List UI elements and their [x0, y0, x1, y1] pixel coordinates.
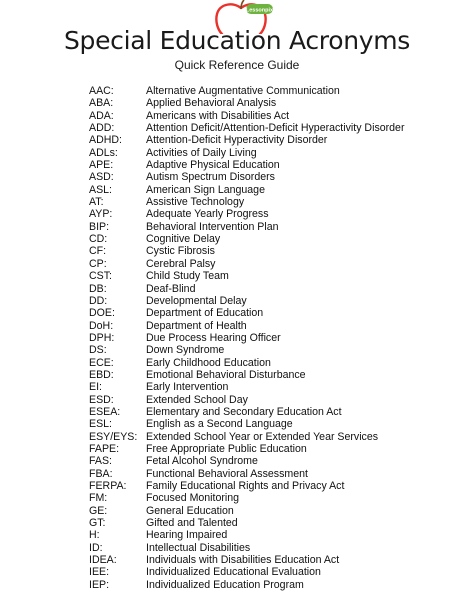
acronym-abbreviation: ABA:: [89, 97, 114, 110]
acronym-abbreviation: ECE:: [89, 356, 114, 369]
acronym-abbreviation: FAPE:: [89, 442, 120, 455]
acronym-row: [89, 295, 469, 307]
acronym-meaning: American Sign Language: [146, 183, 265, 196]
acronym-abbreviation: BIP:: [89, 220, 110, 233]
acronym-abbreviation: ASD:: [89, 171, 114, 184]
acronym-row: [89, 566, 469, 578]
acronym-abbreviation: ESY/EYS:: [89, 430, 138, 443]
acronym-abbreviation: DOE:: [89, 307, 115, 320]
acronym-meaning: Department of Education: [146, 307, 264, 320]
acronym-row: [89, 431, 469, 443]
acronym-row: [89, 233, 469, 245]
acronym-abbreviation: DoH:: [89, 319, 114, 332]
page-title: Special Education Acronyms: [63, 26, 411, 55]
acronym-abbreviation: FAS:: [89, 455, 112, 468]
acronym-row: [89, 283, 469, 295]
acronym-row: [89, 517, 469, 529]
acronym-meaning: Individuals with Disabilities Education Act: [146, 554, 340, 567]
acronym-abbreviation: CST:: [89, 270, 112, 283]
acronym-abbreviation: ESEA:: [89, 405, 121, 418]
acronym-meaning: Individualized Education Program: [146, 578, 304, 591]
acronym-meaning: Due Process Hearing Officer: [146, 331, 281, 344]
acronym-row: [89, 554, 469, 566]
acronym-abbreviation: DB:: [89, 282, 107, 295]
acronym-row: [89, 147, 469, 159]
acronym-meaning: Extended School Year or Extended Year Services: [146, 430, 379, 443]
acronym-row: [89, 418, 469, 430]
acronym-meaning: Deaf-Blind: [146, 282, 196, 295]
acronym-abbreviation: H:: [89, 529, 100, 542]
acronym-row: [89, 332, 469, 344]
acronym-meaning: General Education: [146, 504, 234, 517]
acronym-abbreviation: AT:: [89, 196, 104, 209]
acronym-meaning: Hearing Impaired: [146, 529, 228, 542]
acronym-meaning: Autism Spectrum Disorders: [146, 171, 275, 184]
acronym-meaning: Family Educational Rights and Privacy Act: [146, 480, 345, 492]
acronym-abbreviation: GE:: [89, 504, 108, 517]
acronym-row: [89, 221, 469, 233]
acronym-meaning: Down Syndrome: [146, 344, 225, 357]
acronym-row: [89, 468, 469, 480]
acronym-row: [89, 85, 469, 97]
acronym-row: [89, 492, 469, 504]
acronym-row: [89, 381, 469, 393]
acronym-meaning: Attention-Deficit Hyperactivity Disorder: [146, 134, 328, 147]
acronym-meaning: Extended School Day: [146, 393, 248, 406]
acronym-meaning: Functional Behavioral Assessment: [146, 467, 308, 480]
acronym-meaning: Individualized Educational Evaluation: [146, 566, 321, 579]
acronym-row: [89, 320, 469, 332]
acronym-abbreviation: FBA:: [89, 467, 113, 480]
acronym-meaning: Gifted and Talented: [146, 517, 238, 530]
acronym-meaning: Early Childhood Education: [146, 356, 271, 369]
acronym-row: [89, 110, 469, 122]
acronym-row: [89, 97, 469, 109]
acronym-abbreviation: ID:: [89, 541, 103, 554]
acronym-row: [89, 307, 469, 319]
acronym-abbreviation: ADD:: [89, 122, 115, 135]
acronym-abbreviation: ASL:: [89, 183, 112, 196]
acronym-abbreviation: AYP:: [89, 208, 113, 221]
acronym-meaning: Emotional Behavioral Disturbance: [146, 368, 306, 381]
acronym-row: [89, 134, 469, 146]
acronym-meaning: Attention Deficit/Attention-Deficit Hyperactivity Disorder: [146, 122, 405, 135]
acronym-row: [89, 122, 469, 134]
acronym-meaning: Adaptive Physical Education: [146, 159, 280, 172]
acronym-abbreviation: IEP:: [89, 578, 110, 591]
acronym-meaning: Early Intervention: [146, 381, 229, 394]
acronym-row: [89, 245, 469, 257]
acronym-row: [89, 455, 469, 467]
acronym-abbreviation: ESD:: [89, 393, 114, 406]
acronym-row: [89, 159, 469, 171]
acronym-meaning: Free Appropriate Public Education: [146, 442, 307, 455]
logo-wordmark: Lessonpix: [245, 7, 274, 14]
acronym-row: [89, 579, 469, 591]
acronym-abbreviation: EI:: [89, 381, 102, 394]
acronym-row: [89, 505, 469, 517]
acronym-abbreviation: ADHD:: [89, 134, 122, 147]
acronym-row: [89, 529, 469, 541]
acronym-abbreviation: ADLs:: [89, 146, 118, 159]
acronym-meaning: English as a Second Language: [146, 418, 293, 431]
acronym-abbreviation: FM:: [89, 492, 108, 505]
acronym-abbreviation: DPH:: [89, 331, 115, 344]
acronym-abbreviation: ESL:: [89, 418, 112, 431]
acronym-abbreviation: AAC:: [89, 85, 114, 97]
acronym-list: [89, 85, 469, 591]
acronym-row: [89, 196, 469, 208]
acronym-meaning: Elementary and Secondary Education Act: [146, 405, 342, 418]
acronym-meaning: Fetal Alcohol Syndrome: [146, 455, 258, 468]
acronym-row: [89, 406, 469, 418]
acronym-abbreviation: IEE:: [89, 566, 110, 579]
acronym-meaning: Cerebral Palsy: [146, 257, 216, 270]
acronym-abbreviation: FERPA:: [89, 480, 127, 492]
acronym-row: [89, 357, 469, 369]
acronym-meaning: Developmental Delay: [146, 294, 247, 307]
acronym-meaning: Focused Monitoring: [146, 492, 240, 505]
acronym-abbreviation: ADA:: [89, 109, 114, 122]
acronym-abbreviation: IDEA:: [89, 554, 117, 567]
acronym-row: [89, 184, 469, 196]
acronym-meaning: Assistive Technology: [146, 196, 245, 209]
acronym-meaning: Cystic Fibrosis: [146, 245, 215, 258]
acronym-meaning: Applied Behavioral Analysis: [146, 97, 277, 110]
acronym-row: [89, 258, 469, 270]
acronym-row: [89, 270, 469, 282]
acronym-row: [89, 344, 469, 356]
acronym-row: [89, 208, 469, 220]
acronym-meaning: Adequate Yearly Progress: [146, 208, 269, 221]
acronym-meaning: Activities of Daily Living: [146, 146, 257, 159]
acronym-abbreviation: EBD:: [89, 368, 114, 381]
page-subtitle: Quick Reference Guide: [174, 58, 300, 72]
acronym-abbreviation: CD:: [89, 233, 108, 246]
acronym-meaning: Department of Health: [146, 319, 247, 332]
acronym-row: [89, 542, 469, 554]
acronym-row: [89, 480, 469, 492]
acronym-abbreviation: CF:: [89, 245, 107, 258]
acronym-meaning: Child Study Team: [146, 270, 229, 283]
acronym-row: [89, 171, 469, 183]
acronym-abbreviation: DS:: [89, 344, 107, 357]
acronym-row: [89, 394, 469, 406]
acronym-abbreviation: GT:: [89, 517, 106, 530]
acronym-abbreviation: APE:: [89, 159, 114, 172]
acronym-row: [89, 369, 469, 381]
acronym-meaning: Intellectual Disabilities: [146, 541, 251, 554]
acronym-meaning: Alternative Augmentative Communication: [146, 85, 340, 97]
acronym-meaning: Americans with Disabilities Act: [146, 109, 290, 122]
acronym-row: [89, 443, 469, 455]
acronym-abbreviation: CP:: [89, 257, 107, 270]
acronym-meaning: Cognitive Delay: [146, 233, 221, 246]
acronym-abbreviation: DD:: [89, 294, 108, 307]
acronym-meaning: Behavioral Intervention Plan: [146, 220, 279, 233]
